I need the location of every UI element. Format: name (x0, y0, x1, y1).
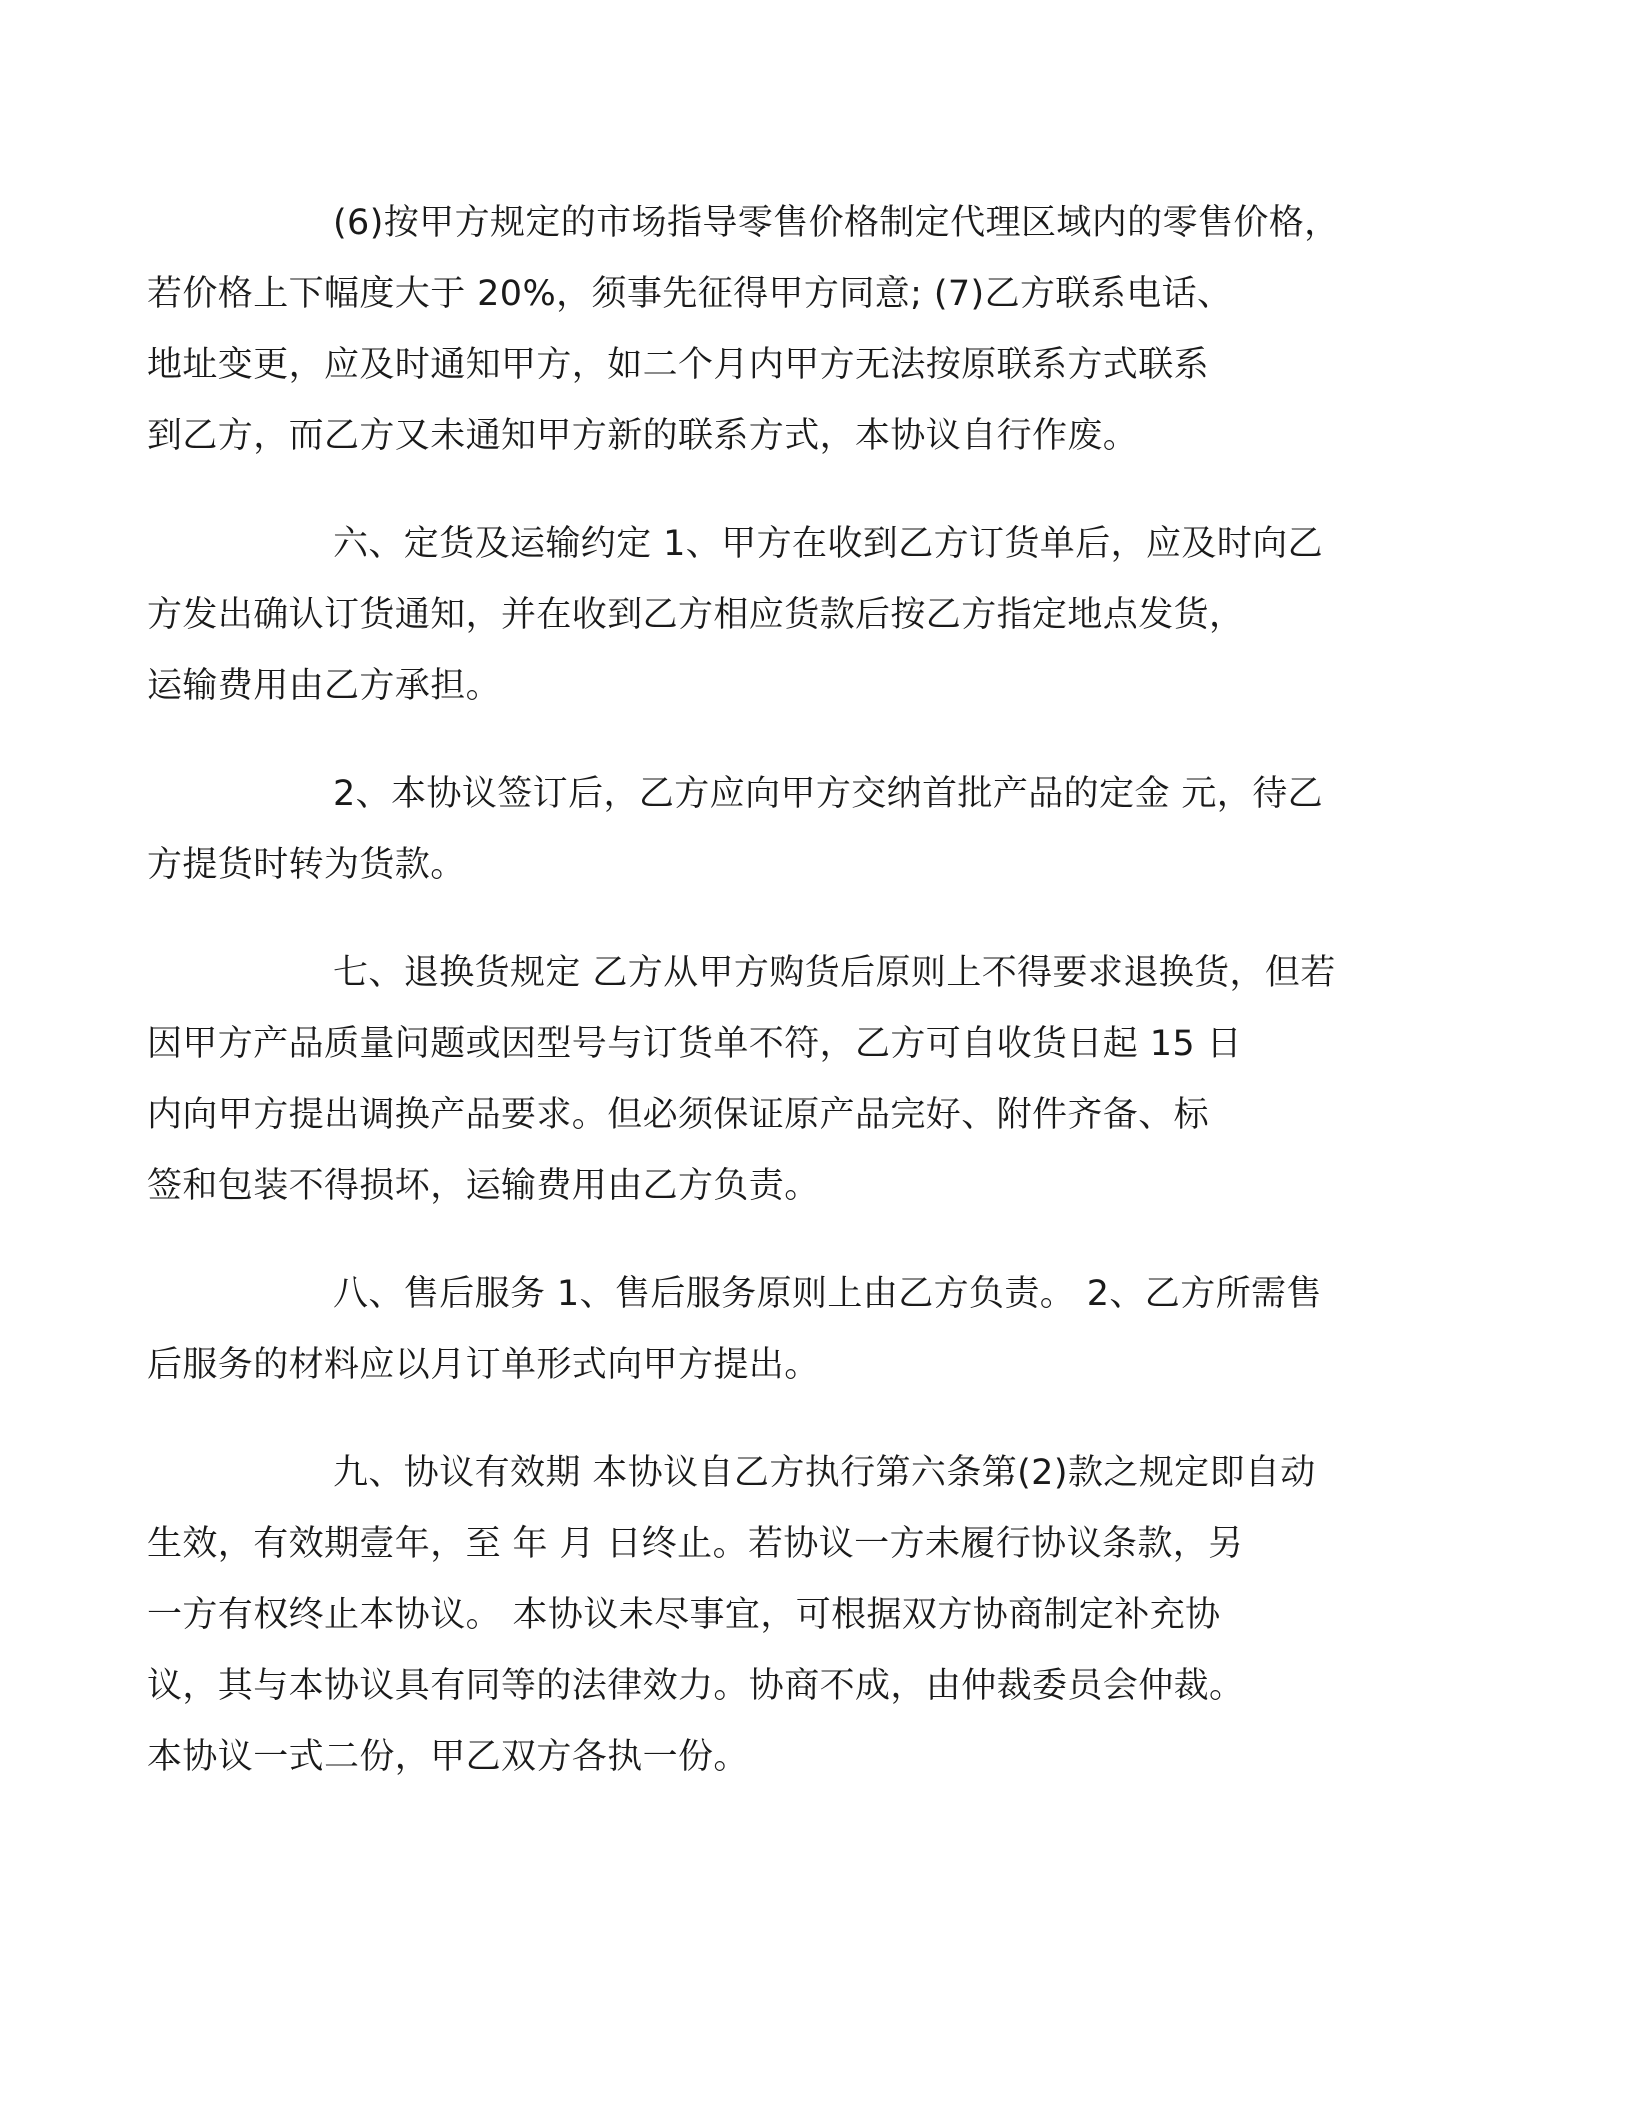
text-line: 七、退换货规定 乙方从甲方购货后原则上不得要求退换货，但若 (333, 953, 1336, 993)
text-line: 方发出确认订货通知，并在收到乙方相应货款后按乙方指定地点发货， (147, 595, 1245, 635)
paragraph-ordering-and-shipping (147, 509, 1385, 722)
text-line: 八、售后服务 1、售后服务原则上由乙方负责。 2、乙方所需售 (333, 1274, 1322, 1314)
text-line: 因甲方产品质量问题或因型号与订货单不符，乙方可自收货日起 15 日 (147, 1024, 1242, 1064)
text-line: 若价格上下幅度大于 20%，须事先征得甲方同意; (7)乙方联系电话、 (147, 274, 1233, 314)
text-line: 九、协议有效期 本协议自乙方执行第六条第(2)款之规定即自动 (333, 1453, 1316, 1493)
text-line: 地址变更，应及时通知甲方，如二个月内甲方无法按原联系方式联系 (147, 345, 1210, 385)
text-line: 后服务的材料应以月订单形式向甲方提出。 (147, 1345, 820, 1385)
text-line: 六、定货及运输约定 1、甲方在收到乙方订货单后，应及时向乙 (333, 524, 1323, 564)
document-body (147, 188, 1385, 1830)
paragraph-after-sales (147, 1259, 1385, 1401)
paragraph-deposit (147, 759, 1385, 901)
text-line: 运输费用由乙方承担。 (147, 666, 502, 706)
text-line: 签和包装不得损坏，运输费用由乙方负责。 (147, 1166, 820, 1206)
text-line: 议，其与本协议具有同等的法律效力。协商不成，由仲裁委员会仲裁。 (147, 1666, 1245, 1706)
text-line: 本协议一式二份，甲乙双方各执一份。 (147, 1737, 749, 1777)
text-line: 生效，有效期壹年，至 年 月 日终止。若协议一方未履行协议条款，另 (147, 1524, 1244, 1564)
text-line: 方提货时转为货款。 (147, 845, 466, 885)
text-line: 2、本协议签订后，乙方应向甲方交纳首批产品的定金 元，待乙 (333, 774, 1323, 814)
text-line: 一方有权终止本协议。 本协议未尽事宜，可根据双方协商制定补充协 (147, 1595, 1221, 1635)
text-line: (6)按甲方规定的市场指导零售价格制定代理区域内的零售价格， (333, 203, 1340, 243)
paragraph-pricing-and-contact (147, 188, 1385, 472)
text-line: 内向甲方提出调换产品要求。但必须保证原产品完好、附件齐备、标 (147, 1095, 1210, 1135)
text-line: 到乙方，而乙方又未通知甲方新的联系方式，本协议自行作废。 (147, 416, 1139, 456)
paragraph-term-of-agreement (147, 1438, 1385, 1793)
paragraph-returns (147, 938, 1385, 1222)
